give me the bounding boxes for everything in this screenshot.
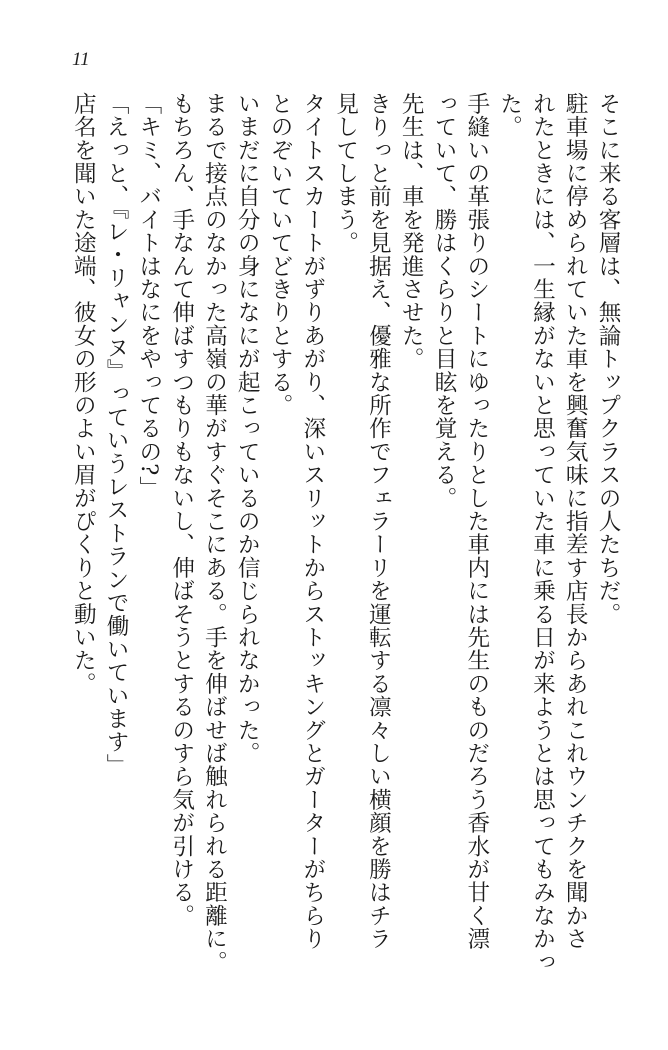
page-number: 11 xyxy=(72,49,90,70)
text-line: そこに来る客層は、無論トップクラスの人たちだ。 xyxy=(595,92,621,626)
text-line: 「えっと、『レ・リャンヌ』っていうレストランで働いています」 xyxy=(103,92,130,777)
text-line: 先生は、車を発進させた。 xyxy=(398,92,425,371)
text-line: 店名を聞いた途端、彼女の形のよい眉がぴくりと動いた。 xyxy=(70,92,97,696)
vertical-text-block xyxy=(66,92,624,1022)
text-line: 駐車場に停められていた車を興奮気味に指差す店長からあれこれウンチクを聞かさ xyxy=(562,92,589,951)
text-line: 手縫いの革張りのシートにゆったりとした車内には先生のものだろう香水が甘く漂 xyxy=(463,92,490,951)
text-line: もちろん、手なんて伸ばすつもりもないし、伸ばそうとするのすら気が引ける。 xyxy=(168,92,195,928)
text-line: タイトスカートがずりあがり、深いスリットからストッキングとガーターがちらり xyxy=(299,92,326,951)
text-line: きりっと前を見据え、優雅な所作でフェラーリを運転する凛々しい横顔を勝はチラ xyxy=(365,92,392,951)
text-line: いまだに自分の身になにが起こっているのか信じられなかった。 xyxy=(234,92,261,765)
text-line: た。 xyxy=(496,92,523,139)
text-line: れたときには、一生縁がないと思っていた車に乗る日が来ようとは思ってもみなかっ xyxy=(529,92,556,974)
text-line: 「キミ、バイトはなにをやってるの?」 xyxy=(135,92,162,500)
text-line: 見してしまう。 xyxy=(332,92,359,255)
text-line: まるで接点のなかった高嶺の華がすぐそこにある。手を伸ばせば触れられる距離に。 xyxy=(201,92,228,974)
text-line: とのぞいていてどきりとする。 xyxy=(267,92,294,417)
text-line: っていて、勝はくらりと目眩を覚える。 xyxy=(431,92,458,510)
